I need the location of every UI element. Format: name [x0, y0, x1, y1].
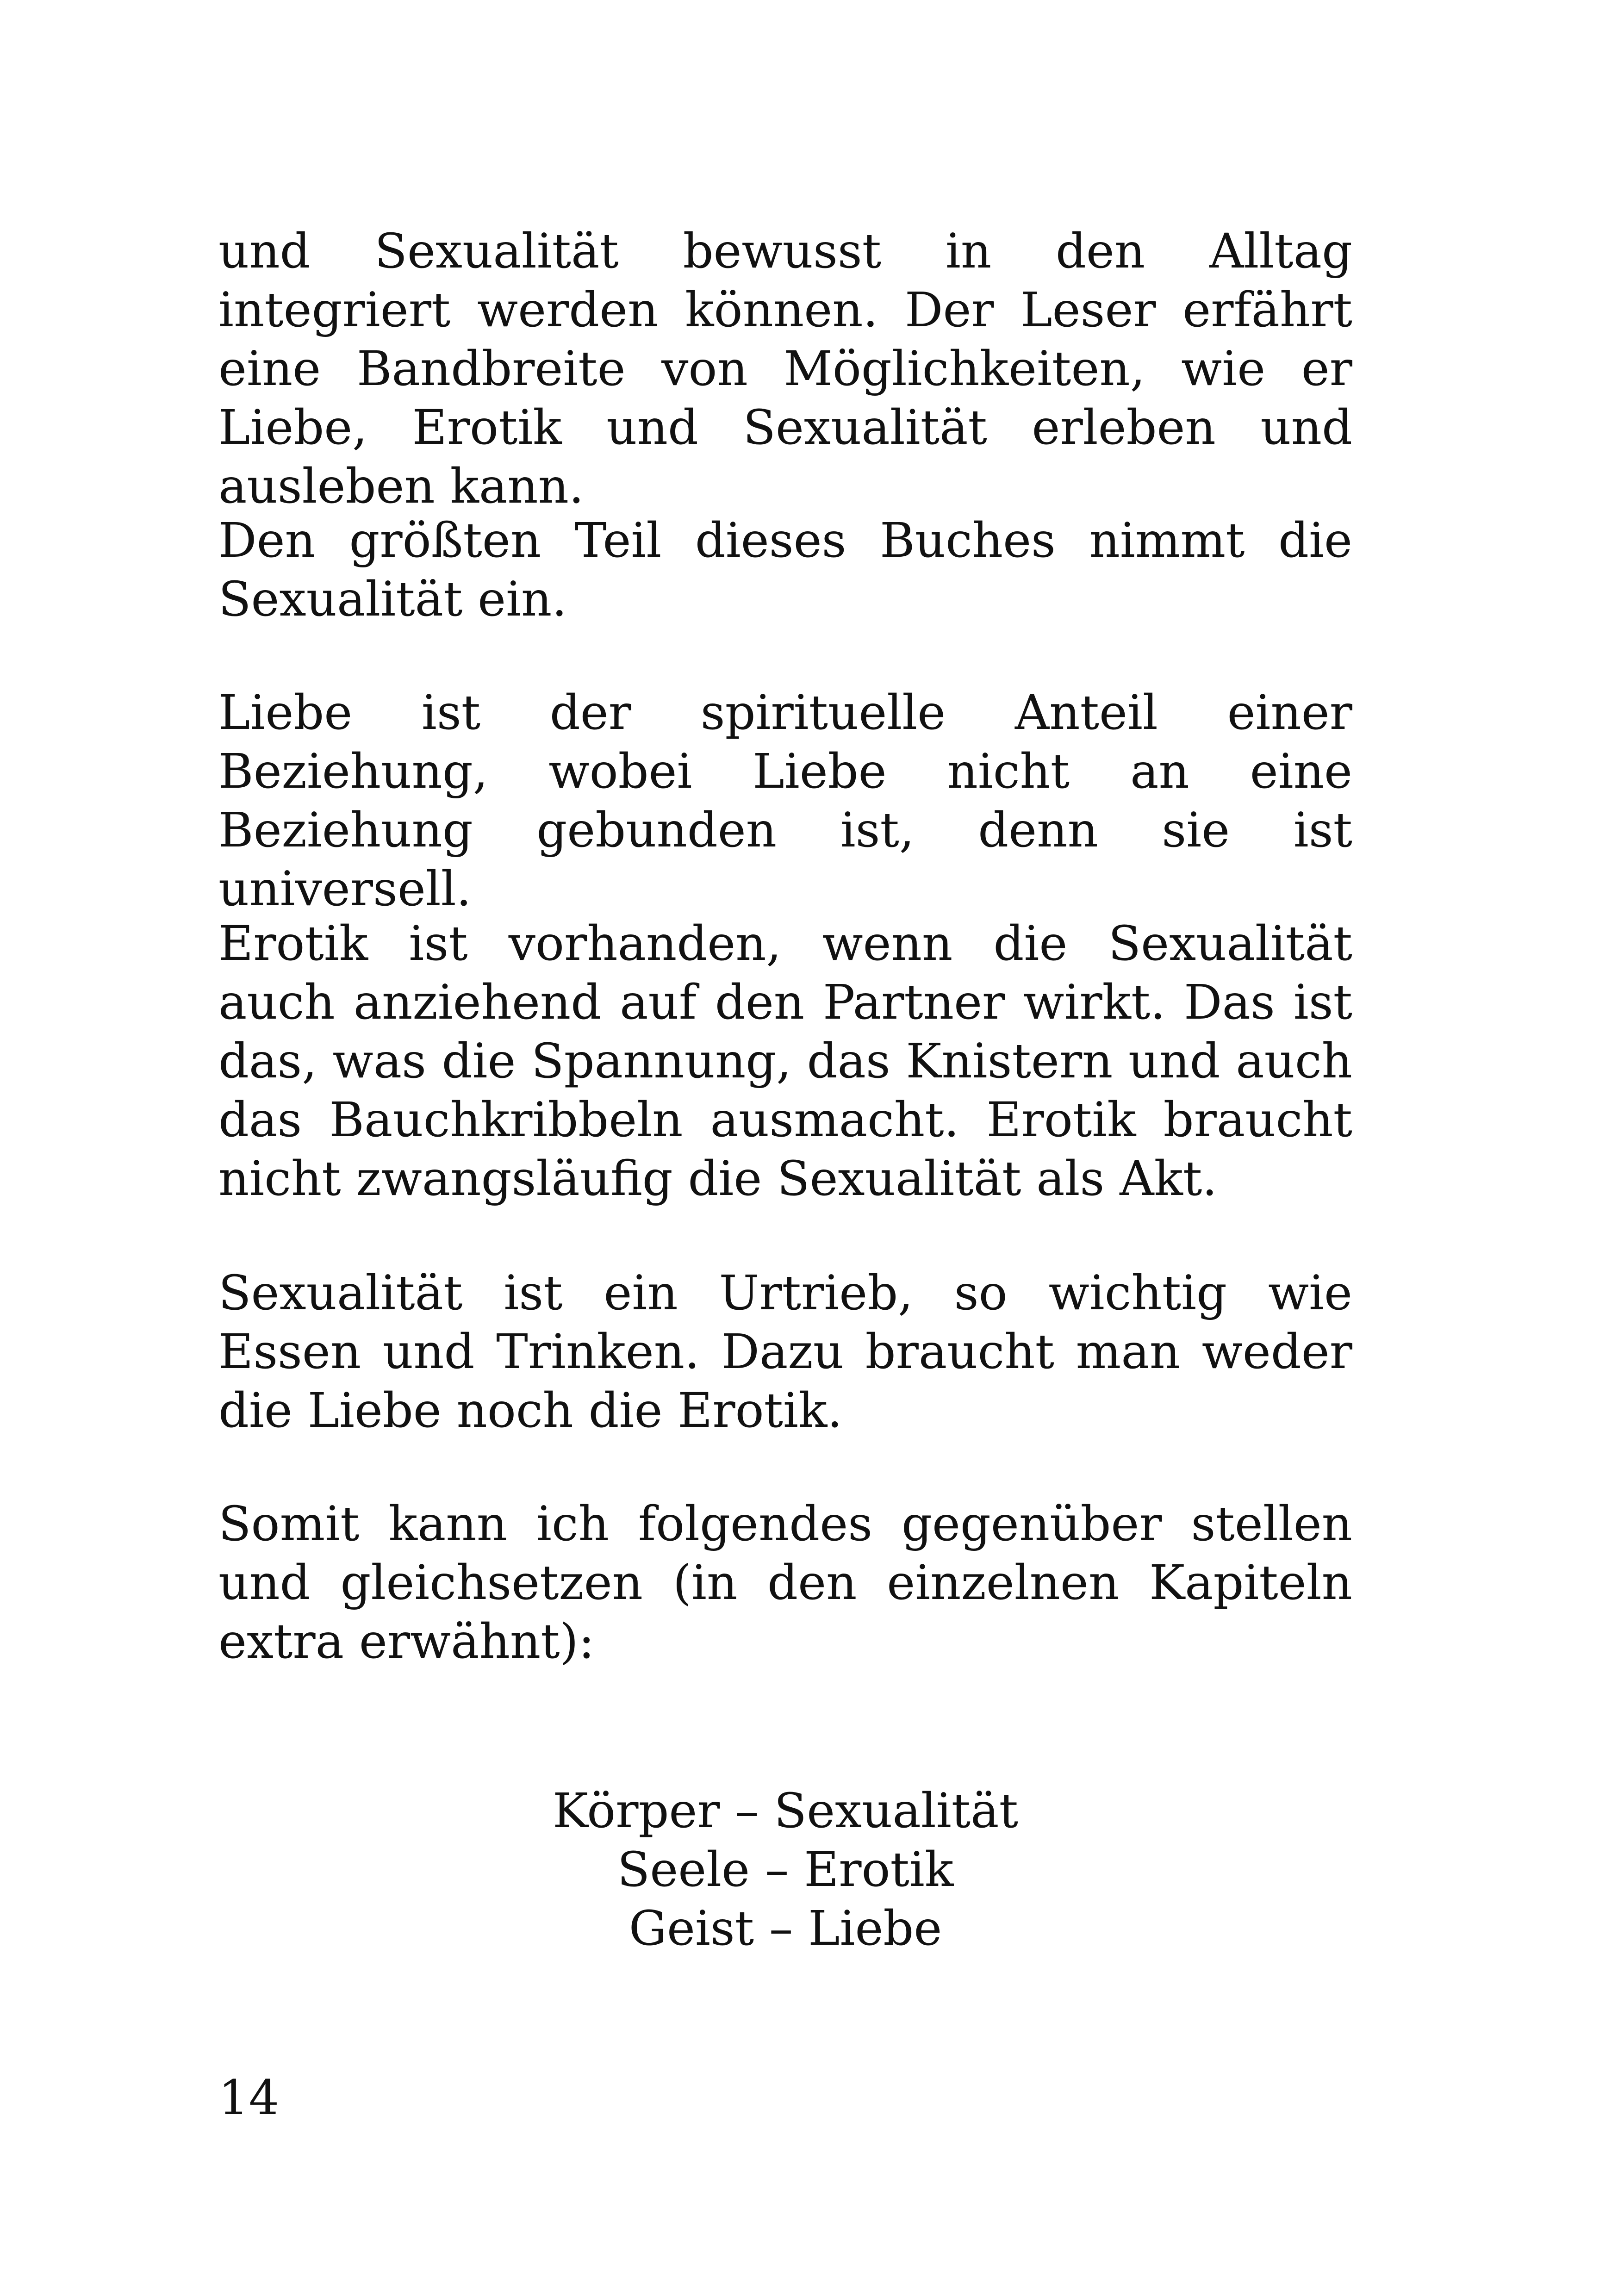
- correspondence-spirit-love: Geist – Liebe: [629, 1901, 942, 1956]
- correspondence-body-sexuality: Körper – Sexualität: [553, 1783, 1018, 1839]
- paragraph-3: Liebe ist der spirituelle Anteil einer Beziehung, wobei Liebe nicht an eine Beziehung gebunden ist, denn sie ist universell.: [218, 685, 1352, 917]
- correspondence-soul-erotica: Seele – Erotik: [617, 1842, 954, 1898]
- paragraph-5: Sexualität ist ein Urtrieb, so wichtig wie Essen und Trinken. Dazu braucht man weder die Liebe noch die Erotik.: [218, 1265, 1352, 1438]
- paragraph-4: Erotik ist vorhanden, wenn die Sexualität auch anziehend auf den Partner wirkt. Das ist das, was die Spannung, das Knistern und auch das Bauchkribbeln ausmacht. Erotik braucht nicht zwangsläufig die Sexualität als Akt.: [218, 916, 1352, 1207]
- paragraph-2: Den größten Teil dieses Buches nimmt die Sexualität ein.: [218, 513, 1352, 627]
- paragraph-1: und Sexualität bewusst in den Alltag integriert werden können. Der Leser erfährt eine Bandbreite von Möglichkeiten, wie er Liebe, Erotik und Sexualität erleben und ausleben kann.: [218, 224, 1352, 514]
- correspondence-list: [218, 1782, 1352, 1958]
- page-number: 14: [218, 2070, 280, 2126]
- paragraph-6: Somit kann ich folgendes gegenüber stellen und gleichsetzen (in den einzelnen Kapiteln extra erwähnt):: [218, 1496, 1352, 1669]
